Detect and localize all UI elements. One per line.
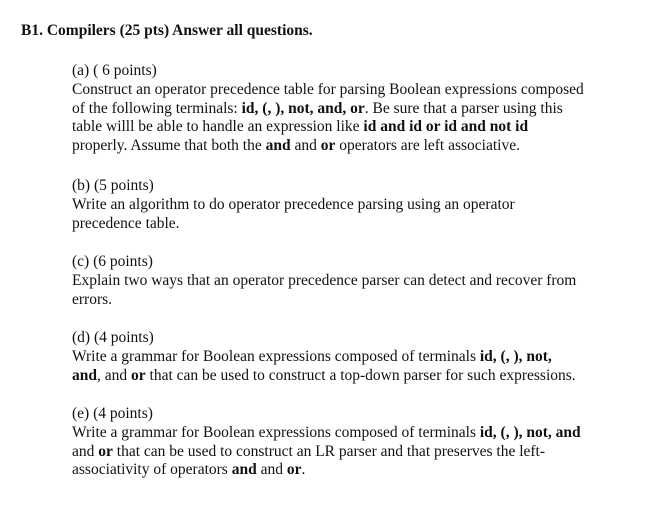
text-run: . [301, 461, 306, 479]
text-run: of the following terminals: [72, 99, 242, 117]
bold-term: id, (, ), not, [479, 347, 552, 365]
text-run: precedence table. [72, 214, 180, 232]
text-run: Construct an operator precedence table for parsing Boolean expressions composed [72, 80, 584, 98]
text-run: and [256, 461, 287, 479]
question-d-line [72, 367, 632, 386]
question-c-line [72, 291, 632, 310]
text-run: Write an algorithm to do operator precedence parsing using an operator [72, 195, 515, 213]
question-a [72, 62, 632, 156]
text-run: errors. [72, 290, 113, 308]
bold-term: and [72, 366, 97, 384]
text-run: Explain two ways that an operator precedence parser can detect and recover from [72, 271, 577, 289]
question-a-line [72, 118, 632, 137]
text-run: and [290, 137, 321, 155]
bold-term: id, (, ), not, and, or [241, 99, 365, 117]
bold-term: or [320, 137, 336, 155]
bold-term: or [286, 461, 302, 479]
question-b-line [72, 196, 632, 215]
question-b-line [72, 215, 632, 234]
question-e-text [72, 424, 632, 480]
question-c-line [72, 272, 632, 291]
question-d-text [72, 348, 632, 386]
question-c-label: (c) (6 points) [72, 253, 153, 270]
question-a-line [72, 100, 632, 119]
text-run: Write a grammar for Boolean expressions composed of terminals [72, 423, 480, 441]
bold-term: id, (, ), not, and [479, 423, 581, 441]
question-a-line [72, 81, 632, 100]
bold-term: or [98, 442, 113, 460]
text-run: . Be sure that a parser using this [364, 99, 563, 117]
text-run: associativity of operators [72, 461, 232, 479]
question-c-text [72, 272, 632, 310]
question-b-text [72, 196, 632, 234]
question-a-label: (a) ( 6 points) [72, 62, 157, 79]
question-d-line [72, 348, 632, 367]
bold-term: and [231, 461, 257, 479]
text-run: that can be used to construct a top-down parser for such expressions. [145, 366, 576, 384]
question-d-label: (d) (4 points) [72, 329, 154, 346]
bold-term: or [131, 366, 146, 384]
bold-term: id and id or id and not id [363, 118, 529, 136]
question-e-line [72, 443, 632, 462]
text-run: that can be used to construct an LR parser and that preserves the left- [112, 442, 546, 460]
question-e-label: (e) (4 points) [72, 405, 153, 422]
question-e [72, 405, 632, 480]
section-heading: B1. Compilers (25 pts) Answer all questions. [21, 22, 313, 39]
question-e-line [72, 424, 632, 443]
question-a-text [72, 81, 632, 156]
question-b [72, 177, 632, 233]
question-b-label: (b) (5 points) [72, 177, 154, 194]
text-run: operators are left associative. [335, 137, 520, 155]
text-run: table willl be able to handle an expression like [72, 118, 364, 136]
text-run: properly. Assume that both the [72, 137, 266, 155]
text-run: and [72, 442, 99, 460]
bold-term: and [265, 137, 291, 155]
question-d [72, 329, 632, 385]
question-c [72, 253, 632, 309]
question-e-line [72, 461, 632, 480]
text-run: , and [97, 366, 132, 384]
text-run: Write a grammar for Boolean expressions composed of terminals [72, 347, 480, 365]
question-a-line [72, 137, 632, 156]
